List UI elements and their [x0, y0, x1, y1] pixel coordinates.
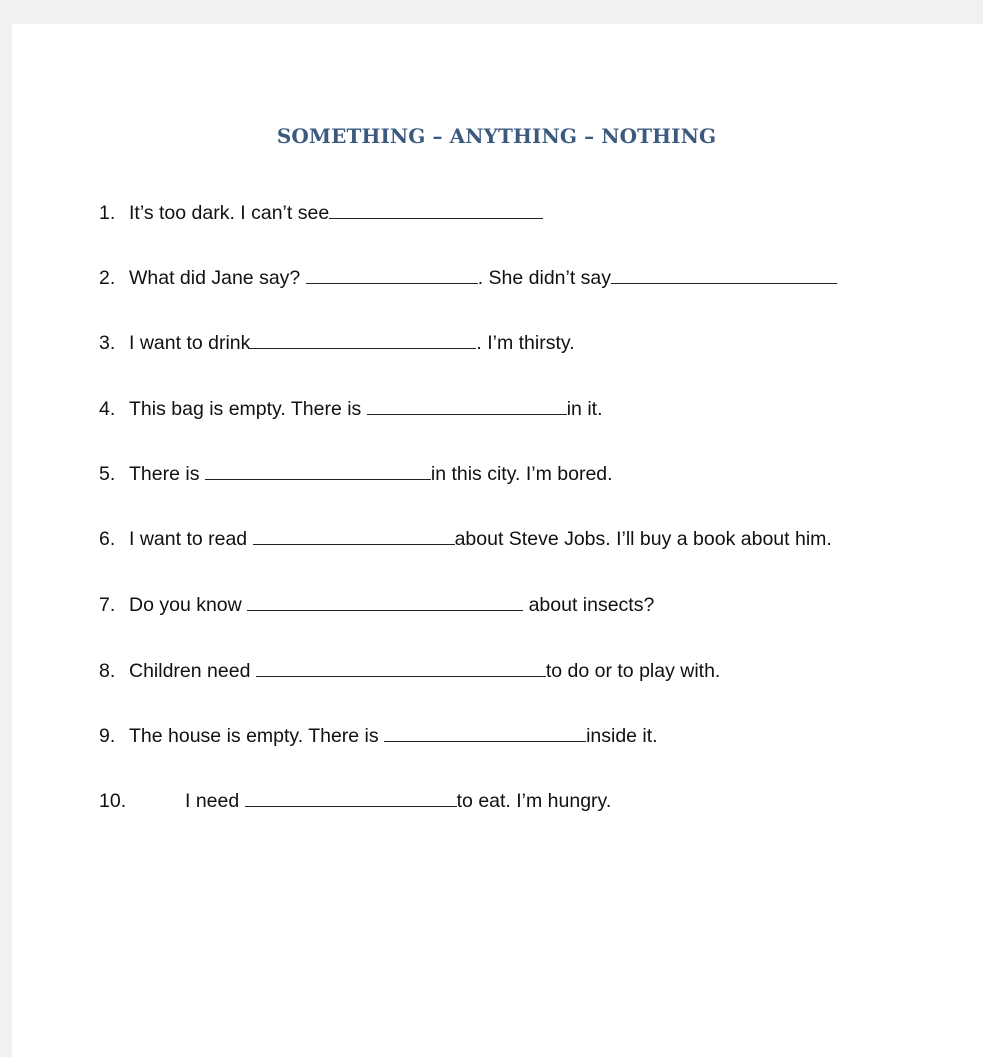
question-number: 10. — [99, 790, 127, 812]
answer-blank[interactable] — [205, 461, 431, 480]
question-text-after: inside it. — [586, 725, 658, 747]
answer-blank[interactable] — [384, 723, 586, 742]
question-8 — [99, 656, 720, 686]
answer-blank[interactable] — [611, 265, 837, 284]
question-text-after: about insects? — [523, 594, 655, 616]
answer-blank[interactable] — [250, 330, 476, 349]
worksheet-title: SOMETHING – ANYTHING – NOTHING — [276, 124, 717, 148]
question-text-before: The house is empty. There is — [129, 725, 385, 747]
question-text-before: I want to drink — [129, 332, 251, 354]
question-text-after: to do or to play with. — [545, 660, 721, 682]
question-number: 5. — [99, 463, 116, 485]
question-number: 9. — [99, 725, 116, 747]
question-1 — [99, 198, 543, 228]
question-number: 6. — [99, 528, 116, 550]
question-text-before: Do you know — [129, 594, 248, 616]
question-text-before: Children need — [129, 660, 256, 682]
question-2 — [99, 263, 837, 293]
question-text-after: in it. — [566, 398, 603, 420]
answer-blank[interactable] — [367, 396, 567, 415]
question-text-after: about Steve Jobs. I’ll buy a book about him. — [454, 528, 832, 550]
answer-blank[interactable] — [256, 658, 546, 677]
question-text-before: There is — [129, 463, 205, 485]
question-text-before: This bag is empty. There is — [129, 398, 367, 420]
answer-blank[interactable] — [253, 526, 455, 545]
question-number: 2. — [99, 267, 116, 289]
question-text-before: It’s too dark. I can’t see — [129, 202, 330, 224]
question-number: 4. — [99, 398, 116, 420]
question-text-after: in this city. I’m bored. — [430, 463, 613, 485]
question-text-middle: . She didn’t say — [477, 267, 612, 289]
question-7 — [99, 590, 654, 620]
question-9 — [99, 721, 658, 751]
answer-blank[interactable] — [306, 265, 478, 284]
answer-blank[interactable] — [329, 200, 543, 219]
question-number: 3. — [99, 332, 116, 354]
question-text-before: What did Jane say? — [129, 267, 306, 289]
question-10 — [99, 786, 611, 816]
question-text-before: I want to read — [129, 528, 253, 550]
question-4 — [99, 394, 602, 424]
question-number: 1. — [99, 202, 116, 224]
question-number: 8. — [99, 660, 116, 682]
question-3 — [99, 328, 575, 358]
worksheet-page — [12, 24, 983, 1057]
answer-blank[interactable] — [247, 592, 523, 611]
question-5 — [99, 459, 613, 489]
question-text-after: to eat. I’m hungry. — [456, 790, 612, 812]
answer-blank[interactable] — [245, 788, 457, 807]
question-number: 7. — [99, 594, 116, 616]
question-6 — [99, 524, 832, 554]
question-text-before: I need — [185, 790, 245, 812]
question-text-after: . I’m thirsty. — [476, 332, 575, 354]
